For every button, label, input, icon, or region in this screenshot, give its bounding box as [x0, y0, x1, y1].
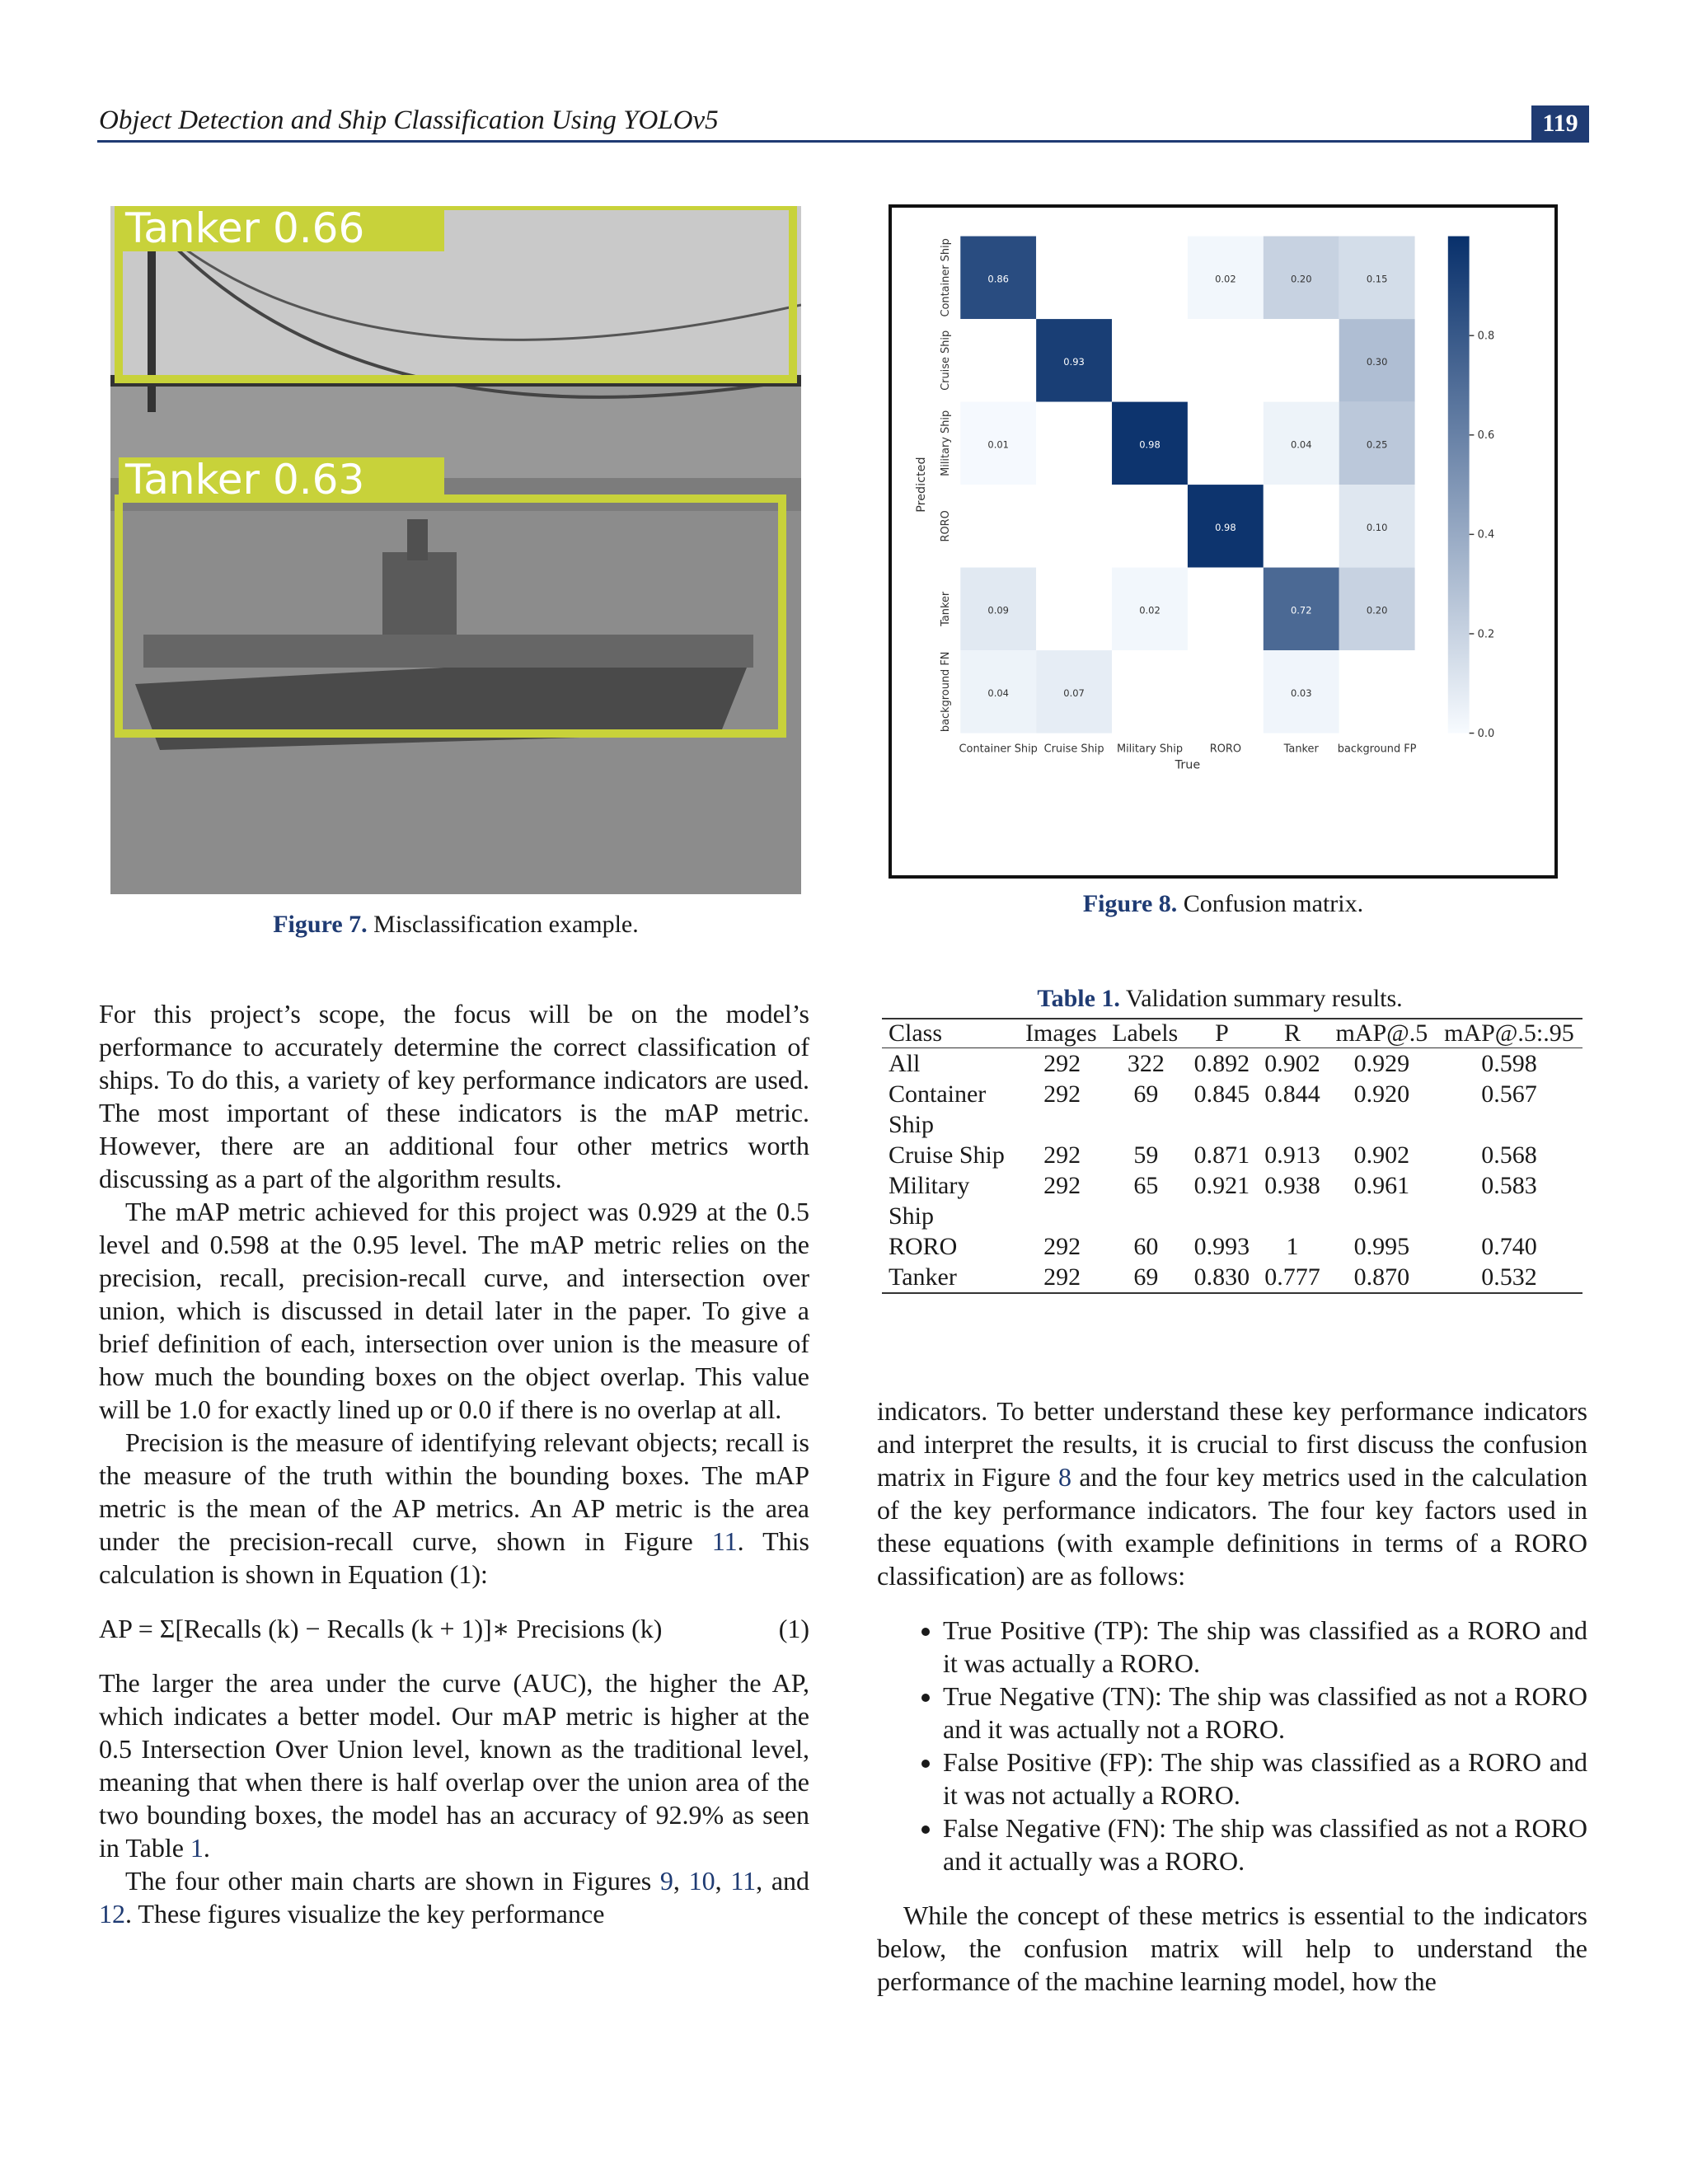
table-cell: 60	[1133, 1233, 1159, 1260]
table-cell: 0.938	[1264, 1172, 1320, 1199]
list-item: • False Positive (FP): The ship was classified as a RORO and it was not actually a RORO.	[943, 1746, 1587, 1811]
cell-value-label: 0.20	[1366, 604, 1388, 616]
row-label-cell: Container Ship	[889, 1080, 987, 1138]
table-row	[882, 1079, 1582, 1140]
table-row	[882, 1170, 1582, 1231]
cell-value-label: 0.98	[1139, 438, 1160, 451]
paragraph: While the concept of these metrics is essential to the indicators below, the confusion matrix will help to understand the performance of the machine learning model, how the	[877, 1900, 1587, 1996]
table-row	[882, 1262, 1582, 1293]
y-tick-label: Tanker	[939, 591, 952, 626]
table-cell: 0.961	[1353, 1172, 1410, 1199]
cell-value-label: 0.09	[987, 604, 1009, 616]
table-cell: 59	[1133, 1141, 1159, 1169]
x-tick-label: Container Ship	[959, 743, 1038, 756]
col-header: P	[1187, 1019, 1258, 1048]
table-cell: 69	[1133, 1080, 1159, 1108]
y-tick-label: RORO	[939, 510, 952, 542]
heatmap-cell	[1264, 485, 1339, 568]
x-tick-label: Tanker	[1283, 743, 1319, 756]
cell-value-label: 0.04	[1290, 438, 1312, 451]
text-run: The four other main charts are shown in Figures	[125, 1866, 660, 1896]
table-header-row	[882, 1019, 1582, 1048]
table-cell: 65	[1133, 1172, 1159, 1199]
equation-number: (1)	[778, 1614, 809, 1643]
table1-caption-text: Validation summary results.	[1125, 985, 1403, 1012]
equation-row	[99, 1612, 809, 1645]
confusion-matrix-frame	[889, 204, 1558, 879]
table-cell: 0.777	[1257, 1262, 1328, 1293]
col-header: Images	[1019, 1019, 1105, 1048]
colorbar-tick-label: 0.8	[1477, 330, 1495, 343]
y-tick-label: Military Ship	[939, 410, 952, 476]
table-cell: 0.920	[1353, 1080, 1410, 1108]
cell-value-label: 0.10	[1366, 522, 1388, 534]
list-item: • True Negative (TN): The ship was classified as not a RORO and it was actually not a RORO.	[943, 1680, 1587, 1746]
table-cell: 0.902	[1353, 1141, 1410, 1169]
table-cell: 0.532	[1436, 1262, 1582, 1293]
heatmap-cell	[960, 485, 1036, 568]
figure7-caption	[110, 911, 801, 939]
equation: AP = Σ[Recalls (k) − Recalls (k + 1)]∗ Precisions (k)	[99, 1614, 663, 1643]
heatmap-cell	[1264, 319, 1339, 402]
heatmap-cell	[1036, 568, 1112, 651]
table-cell: 0.902	[1264, 1050, 1320, 1077]
table-cell: 0.844	[1264, 1080, 1320, 1108]
table-cell: 0.740	[1481, 1233, 1537, 1260]
figure-link[interactable]: 11	[711, 1526, 738, 1556]
right-column	[877, 1394, 1587, 1998]
figure8-caption-text: Confusion matrix.	[1183, 890, 1364, 917]
table-cell: 0.892	[1193, 1050, 1250, 1077]
table-row	[882, 1231, 1582, 1262]
header-rule	[97, 140, 1589, 143]
running-header-title: Object Detection and Ship Classification Using YOLOv5	[99, 105, 719, 135]
figure-link[interactable]: 9	[659, 1866, 673, 1896]
heatmap-cell	[1036, 237, 1112, 319]
paragraph: For this project’s scope, the focus will be on the model’s performance to accurately determine the correct classification of ships. To do this, a variety of key performance indicators are used. The most important of these indicators is the mAP metric. However, there are an additional four other metrics worth discussing as a part of the algorithm results.	[99, 999, 809, 1193]
text-run: . These figures visualize the key performance	[125, 1899, 605, 1929]
table-cell: 1	[1286, 1233, 1299, 1260]
table1-caption-label: Table 1.	[1037, 985, 1120, 1012]
paragraph	[877, 1394, 1587, 1592]
cell-value-label: 0.20	[1290, 273, 1312, 285]
text-run: .	[203, 1833, 210, 1863]
colorbar-tick-label: 0.0	[1477, 727, 1495, 740]
row-label-cell: Cruise Ship	[889, 1141, 1005, 1169]
table-cell: 292	[1043, 1172, 1081, 1199]
colorbar-tick-label: 0.2	[1477, 628, 1495, 641]
table-cell: 0.568	[1481, 1141, 1537, 1169]
text-run: and the four key metrics used in the calculation of the key performance indicators. The four key factors used in these equations (with example definitions in terms of a RORO classification) are as follows:	[877, 1462, 1588, 1591]
cell-value-label: 0.07	[1063, 687, 1085, 700]
table-cell: 292	[1043, 1233, 1081, 1260]
figure7-caption-label: Figure 7.	[273, 911, 368, 938]
figure-link[interactable]: 11	[730, 1866, 757, 1896]
cell-value-label: 0.98	[1215, 522, 1236, 534]
table-cell: 0.871	[1193, 1141, 1250, 1169]
x-tick-label: RORO	[1209, 743, 1242, 756]
heatmap-cell	[1112, 319, 1188, 402]
y-tick-label: background FN	[939, 651, 952, 733]
colorbar-tick-label: 0.6	[1477, 429, 1495, 443]
figure8-caption	[889, 890, 1558, 918]
y-axis-label: Predicted	[915, 457, 929, 513]
paragraph	[99, 1426, 809, 1591]
table-cell: 0.993	[1193, 1233, 1250, 1260]
figure-link[interactable]: 8	[1057, 1462, 1071, 1492]
cell-value-label: 0.04	[987, 687, 1009, 700]
list-item: • True Positive (TP): The ship was classified as a RORO and it was actually a RORO.	[943, 1614, 1587, 1680]
page-number: 119	[1531, 105, 1589, 142]
table-cell: 0.913	[1264, 1141, 1320, 1169]
col-header: Class	[882, 1019, 1019, 1048]
paragraph	[99, 1864, 809, 1930]
heatmap-cell	[1112, 650, 1188, 733]
table-cell: 0.929	[1353, 1050, 1410, 1077]
photo-illustration	[110, 206, 801, 894]
cell-value-label: 0.03	[1290, 687, 1312, 700]
y-tick-label: Container Ship	[939, 238, 952, 317]
colorbar	[1448, 237, 1470, 733]
table-cell: 292	[1043, 1050, 1081, 1077]
misclassification-photo	[110, 206, 801, 894]
x-tick-label: Military Ship	[1116, 743, 1184, 756]
metrics-list	[877, 1614, 1587, 1877]
heatmap-cell	[1188, 402, 1264, 485]
table-cell: 0.870	[1328, 1262, 1436, 1293]
heatmap-cell	[1036, 485, 1112, 568]
heatmap-cell	[1112, 237, 1188, 319]
row-label-cell: Military Ship	[889, 1172, 970, 1230]
x-tick-label: Cruise Ship	[1043, 743, 1104, 756]
col-header: R	[1257, 1019, 1328, 1048]
figure8-caption-label: Figure 8.	[1082, 890, 1178, 917]
cell-value-label: 0.86	[987, 273, 1009, 285]
x-axis-label: True	[1175, 758, 1201, 772]
table-cell: 292	[1019, 1262, 1105, 1293]
text-run: , and	[756, 1866, 810, 1896]
x-tick-label: background FP	[1337, 743, 1417, 756]
heatmap-cell	[1188, 650, 1264, 733]
table-cell: 0.921	[1193, 1172, 1250, 1199]
validation-table	[882, 1018, 1582, 1294]
col-header: mAP@.5	[1328, 1019, 1436, 1048]
left-column	[99, 997, 809, 1930]
heatmap-cell	[1188, 568, 1264, 651]
cell-value-label: 0.01	[987, 438, 1009, 451]
table-cell: 292	[1043, 1080, 1081, 1108]
figure7-caption-text: Misclassification example.	[373, 911, 639, 938]
detection-label-1: Tanker 0.66	[125, 204, 365, 252]
detection-label-2: Tanker 0.63	[125, 456, 365, 504]
figure-link[interactable]: 12	[99, 1899, 125, 1929]
list-item: • False Negative (FN): The ship was classified as not a RORO and it actually was a RORO.	[943, 1811, 1587, 1877]
table-cell: 0.583	[1481, 1172, 1537, 1199]
confusion-matrix-chart	[892, 208, 1554, 875]
text-run: . This calculation is shown in Equation (1):	[99, 1526, 810, 1589]
row-label-cell: RORO	[889, 1233, 958, 1260]
table-cell: 0.830	[1187, 1262, 1258, 1293]
table-cell: 0.995	[1353, 1233, 1410, 1260]
table-cell: 69	[1105, 1262, 1186, 1293]
heatmap-cell	[1036, 402, 1112, 485]
y-tick-label: Cruise Ship	[939, 330, 952, 391]
col-header: Labels	[1105, 1019, 1186, 1048]
table-cell: 0.845	[1193, 1080, 1250, 1108]
table-link[interactable]: 1	[190, 1833, 204, 1863]
heatmap-cell	[960, 319, 1036, 402]
heatmap-cell	[1339, 650, 1415, 733]
text-run: ,	[715, 1866, 731, 1896]
table-row	[882, 1140, 1582, 1170]
cell-value-label: 0.72	[1290, 604, 1312, 616]
heatmap-cell	[1112, 485, 1188, 568]
text-run: indicators. To better understand these key performance indicators and interpret the results, it is crucial to first discuss the confusion matrix in Figure	[877, 1396, 1587, 1492]
text-run: Precision is the measure of identifying relevant objects; recall is the measure of the truth within the bounding boxes. The mAP metric is the mean of the AP metrics. An AP metric is the area under the precision-recall curve, shown in Figure	[99, 1427, 809, 1556]
table-row	[882, 1048, 1582, 1080]
text-run: ,	[673, 1866, 689, 1896]
colorbar-tick-label: 0.4	[1477, 528, 1495, 541]
paragraph	[99, 1666, 809, 1864]
table-cell: 322	[1127, 1050, 1165, 1077]
text-run: The larger the area under the curve (AUC), the higher the AP, which indicates a better model. Our mAP metric is higher at the 0.5 Intersection Over Union level, known as the traditional level, meaning that when there is half overlap over the union area of the two bounding boxes, the model has an accuracy of 92.9% as seen in Table	[99, 1668, 809, 1863]
cell-value-label: 0.02	[1139, 604, 1160, 616]
cell-value-label: 0.02	[1215, 273, 1236, 285]
table-cell: 0.567	[1481, 1080, 1537, 1108]
cell-value-label: 0.25	[1366, 438, 1388, 451]
paragraph: The mAP metric achieved for this project was 0.929 at the 0.5 level and 0.598 at the 0.95 level. The mAP metric relies on the precision, recall, precision-recall curve, and intersection over union, which is discussed in detail later in the paper. To give a brief definition of each, intersection over union is the measure of how much the bounding boxes on the object overlap. This value will be 1.0 for exactly lined up or 0.0 if there is no overlap at all.	[99, 1197, 809, 1424]
cell-value-label: 0.30	[1366, 356, 1388, 368]
table1-caption	[882, 985, 1558, 1013]
cell-value-label: 0.15	[1366, 273, 1388, 285]
table-cell: 0.598	[1481, 1050, 1537, 1077]
figure-link[interactable]: 10	[688, 1866, 715, 1896]
heatmap-cell	[1188, 319, 1264, 402]
row-label-cell: Tanker	[882, 1262, 1019, 1293]
cell-value-label: 0.93	[1063, 356, 1085, 368]
col-header: mAP@.5:.95	[1436, 1019, 1582, 1048]
row-label-cell: All	[889, 1050, 921, 1077]
table-cell: 292	[1043, 1141, 1081, 1169]
